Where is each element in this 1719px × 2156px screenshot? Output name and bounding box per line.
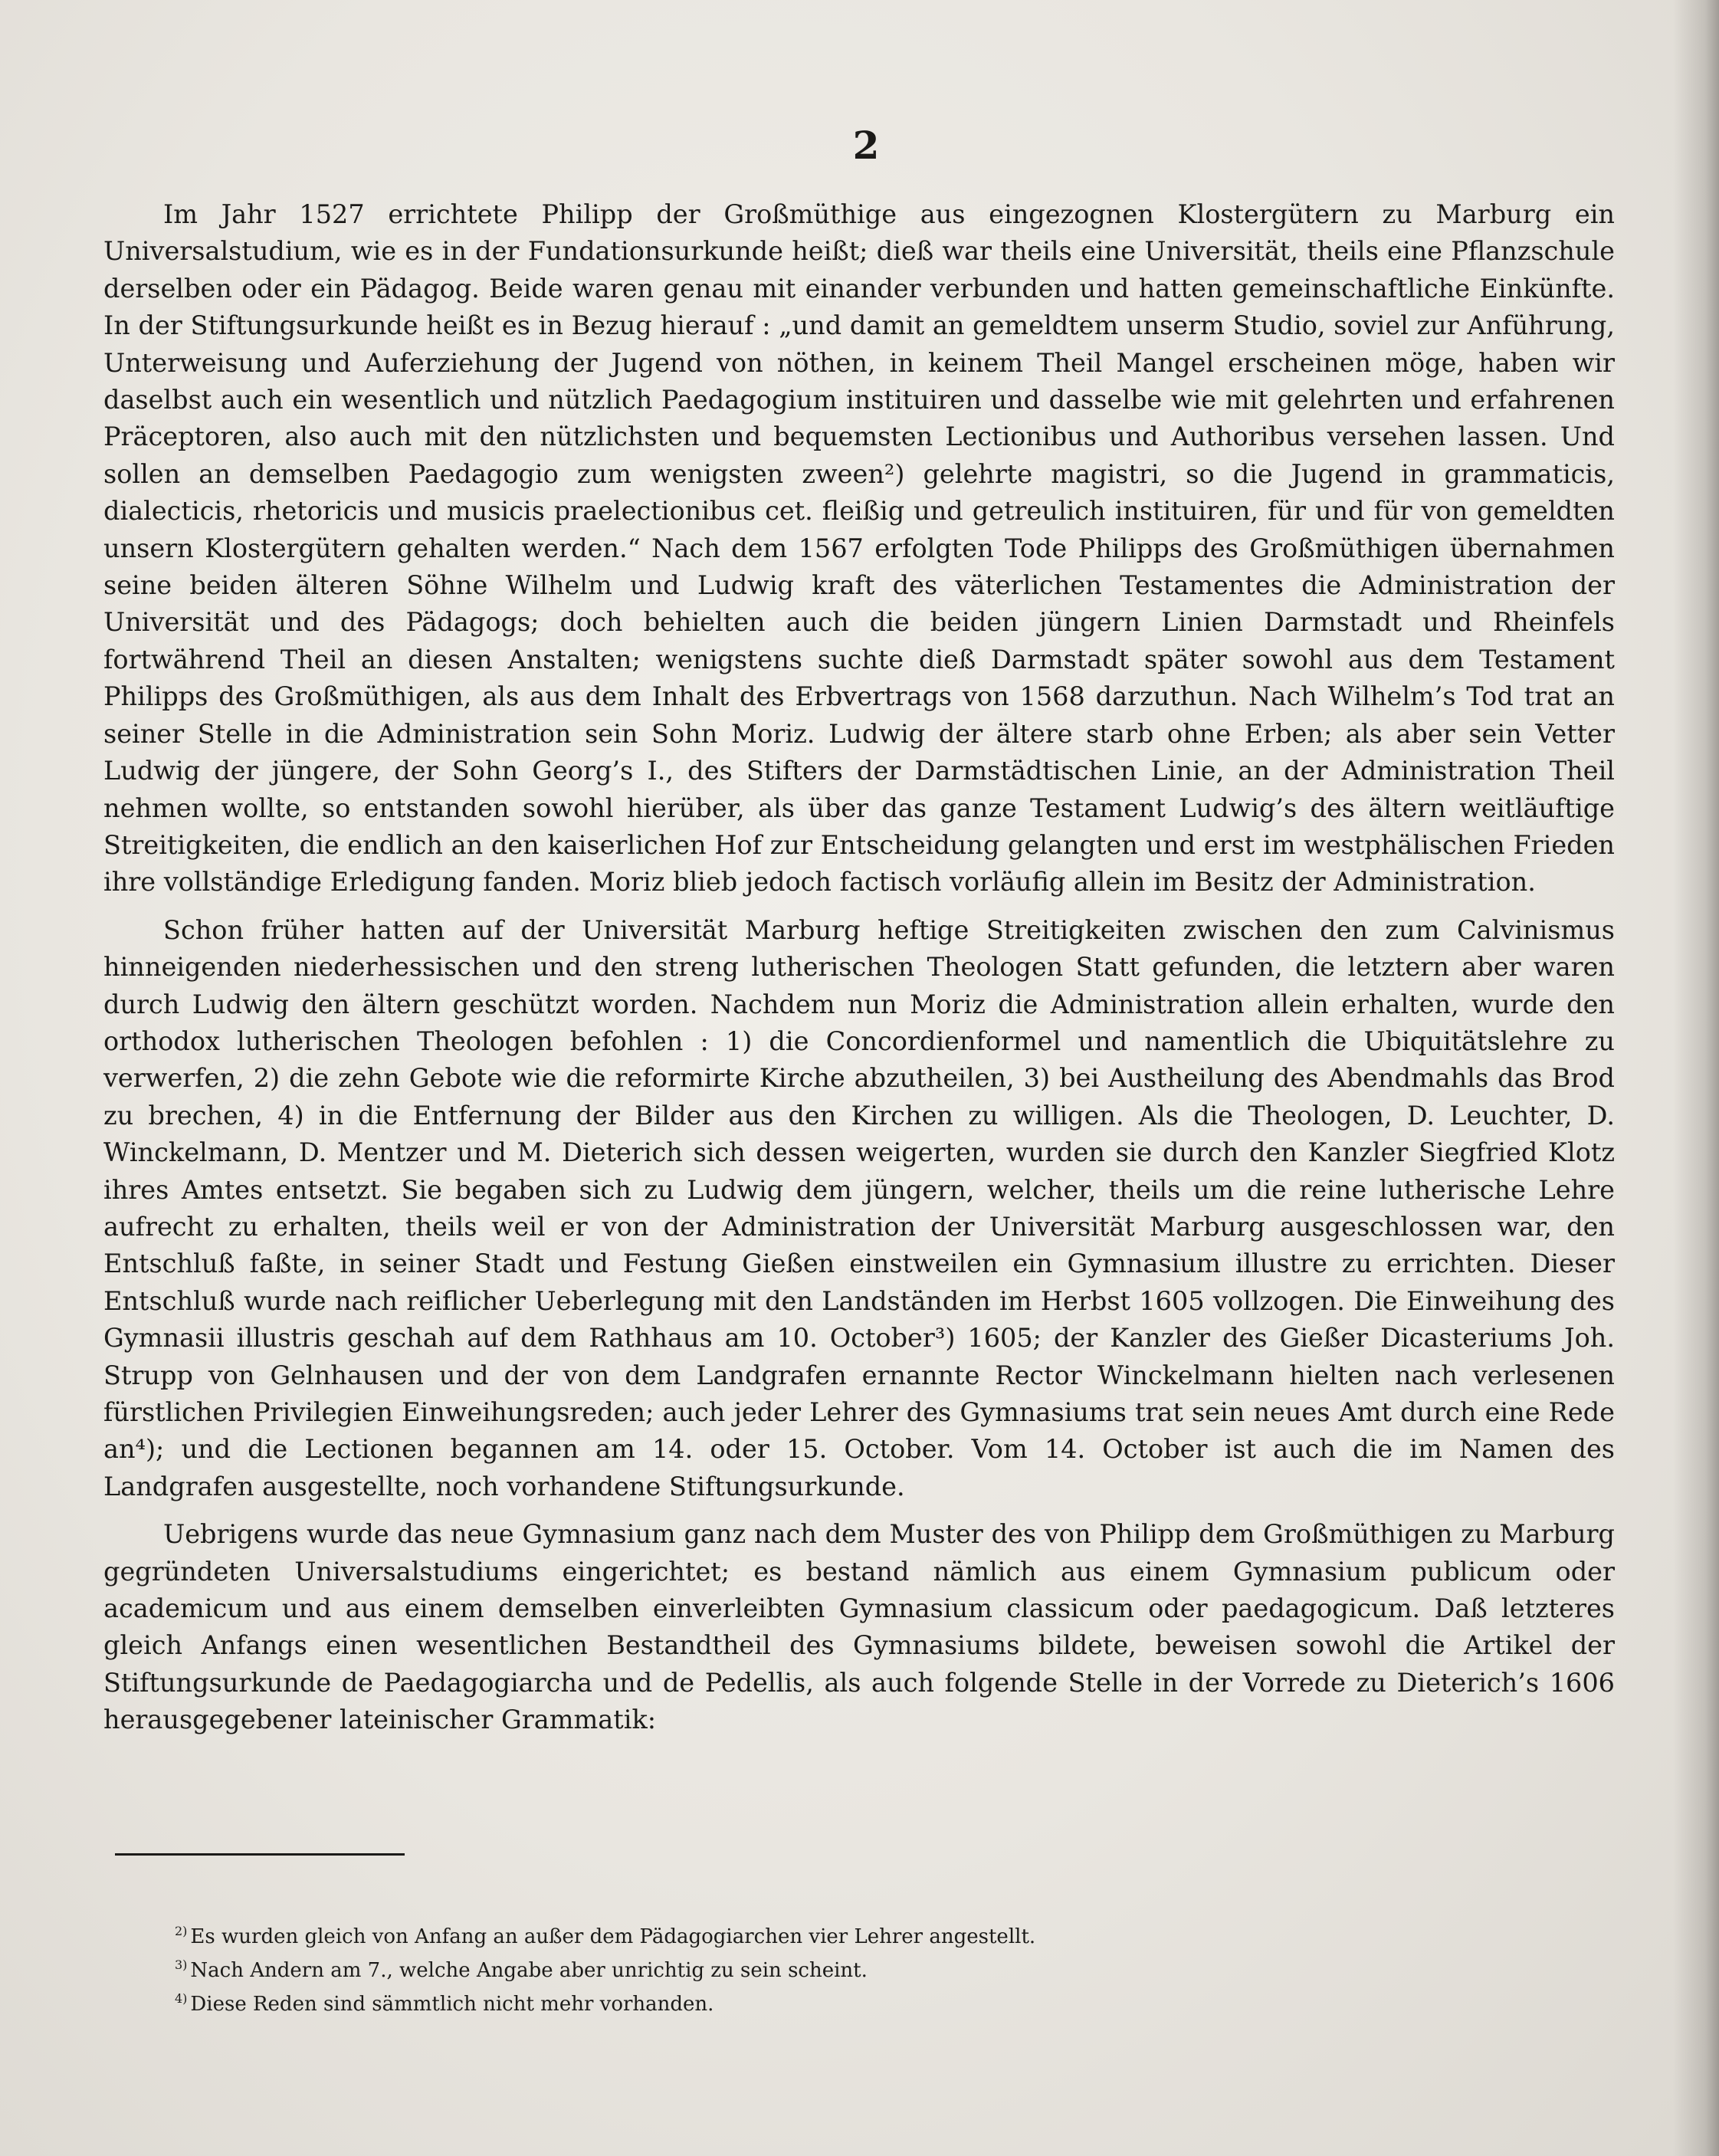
footnote: [175, 1987, 1248, 2021]
paragraph: Im Jahr 1527 errichtete Philipp der Großmüthige aus eingezognen Klostergütern zu Marburg ein Universalstudium, wie es in der Fundationsurkunde heißt; dieß war theils eine Universität, theils eine Pflanzschule derselben oder ein Pädagog. Beide waren genau mit einander verbunden und hatten gemeinschaftliche Einkünfte. In der Stiftungsurkunde heißt es in Bezug hierauf : „und damit an gemeldtem unserm Studio, soviel zur Anführung, Unterweisung und Auferziehung der Jugend von nöthen, in keinem Theil Mangel erscheinen möge, haben wir daselbst auch ein wesentlich und nützlich Paedagogium instituiren und dasselbe wie mit gelehrten und erfahrenen Präceptoren, also auch mit den nützlichsten und bequemsten Lectionibus und Authoribus versehen lassen. Und sollen an demselben Paedagogio zum wenigsten zween²) gelehrte magistri, so die Jugend in grammaticis, dialecticis, rhetoricis und musicis praelectionibus cet. fleißig und getreulich instituiren, für und für von gemeldten unsern Klostergütern gehalten werden.“ Nach dem 1567 erfolgten Tode Philipps des Großmüthigen übernahmen seine beiden älteren Söhne Wilhelm und Ludwig kraft des väterlichen Testamentes die Administration der Universität und des Pädagogs; doch behielten auch die beiden jüngern Linien Darmstadt und Rheinfels fortwährend Theil an diesen Anstalten; wenigstens suchte dieß Darmstadt später sowohl aus dem Testament Philipps des Großmüthigen, als aus dem Inhalt des Erbvertrags von 1568 darzuthun. Nach Wilhelm’s Tod trat an seiner Stelle in die Administration sein Sohn Moriz. Ludwig der ältere starb ohne Erben; als aber sein Vetter Ludwig der jüngere, der Sohn Georg’s I., des Stifters der Darmstädtischen Linie, an der Administration Theil nehmen wollte, so entstanden sowohl hierüber, als über das ganze Testament Ludwig’s des ältern weitläuftige Streitigkeiten, die endlich an den kaiserlichen Hof zur Entscheidung gelangten und erst im westphälischen Frieden ihre vollständige Erledigung fanden. Moriz blieb jedoch factisch vorläufig allein im Besitz der Administration.: [103, 199, 1615, 898]
footnote-divider: [115, 1853, 405, 1856]
footnote-mark: 2): [175, 1924, 188, 1938]
footnote-text: Diese Reden sind sämmtlich nicht mehr vorhanden.: [190, 1993, 714, 2016]
paragraph: Schon früher hatten auf der Universität Marburg heftige Streitigkeiten zwischen den zum Calvinismus hinneigenden niederhessischen und den streng lutherischen Theologen Statt gefunden, die letztern aber waren durch Ludwig den ältern geschützt worden. Nachdem nun Moriz die Administration allein erhalten, wurde den orthodox lutherischen Theologen befohlen : 1) die Concordienformel und namentlich die Ubiquitätslehre zu verwerfen, 2) die zehn Gebote wie die reformirte Kirche abzutheilen, 3) bei Austheilung des Abendmahls das Brod zu brechen, 4) in die Entfernung der Bilder aus den Kirchen zu willigen. Als die Theologen, D. Leuchter, D. Winckelmann, D. Mentzer und M. Dieterich sich dessen weigerten, wurden sie durch den Kanzler Siegfried Klotz ihres Amtes entsetzt. Sie begaben sich zu Ludwig dem jüngern, welcher, theils um die reine lutherische Lehre aufrecht zu erhalten, theils weil er von der Administration der Universität Marburg ausgeschlossen war, den Entschluß faßte, in seiner Stadt und Festung Gießen einstweilen ein Gymnasium illustre zu errichten. Dieser Entschluß wurde nach reiflicher Ueberlegung mit den Landständen im Herbst 1605 vollzogen. Die Einweihung des Gymnasii illustris geschah auf dem Rathhaus am 10. October³) 1605; der Kanzler des Gießer Dicasteriums Joh. Strupp von Gelnhausen und der von dem Landgrafen ernannte Rector Winckelmann hielten nach verlesenen fürstlichen Privilegien Einweihungsreden; auch jeder Lehrer des Gymnasiums trat sein neues Amt durch eine Rede an⁴); und die Lectionen begannen am 14. oder 15. October. Vom 14. October ist auch die im Namen des Landgrafen ausgestellte, noch vorhandene Stiftungsurkunde.: [103, 914, 1615, 1501]
page-number: 2: [852, 123, 880, 168]
footnote-text: Nach Andern am 7., welche Angabe aber unrichtig zu sein scheint.: [190, 1959, 868, 1982]
paragraph: Uebrigens wurde das neue Gymnasium ganz nach dem Muster des von Philipp dem Großmüthigen zu Marburg gegründeten Universalstudiums eingerichtet; es bestand nämlich aus einem Gymnasium publicum oder academicum und aus einem demselben einverleibten Gymnasium classicum oder paedagogicum. Daß letzteres gleich Anfangs einen wesentlichen Bestandtheil des Gymnasiums bildete, beweisen sowohl die Artikel der Stiftungsurkunde de Paedagogiarcha und de Pedellis, als auch folgende Stelle in der Vorrede zu Dieterich’s 1606 herausgegebener lateinischer Grammatik:: [103, 1519, 1615, 1735]
footnote: [175, 1920, 1248, 1954]
main-text: [103, 196, 1615, 1739]
page-edge-shadow: [1673, 0, 1719, 2156]
footnote-mark: 3): [175, 1957, 188, 1972]
footnote-mark: 4): [175, 1991, 188, 2006]
footnotes: [175, 1920, 1248, 2021]
footnote-text: Es wurden gleich von Anfang an außer dem Pädagogiarchen vier Lehrer angestellt.: [190, 1925, 1036, 1948]
footnote: [175, 1954, 1248, 1987]
